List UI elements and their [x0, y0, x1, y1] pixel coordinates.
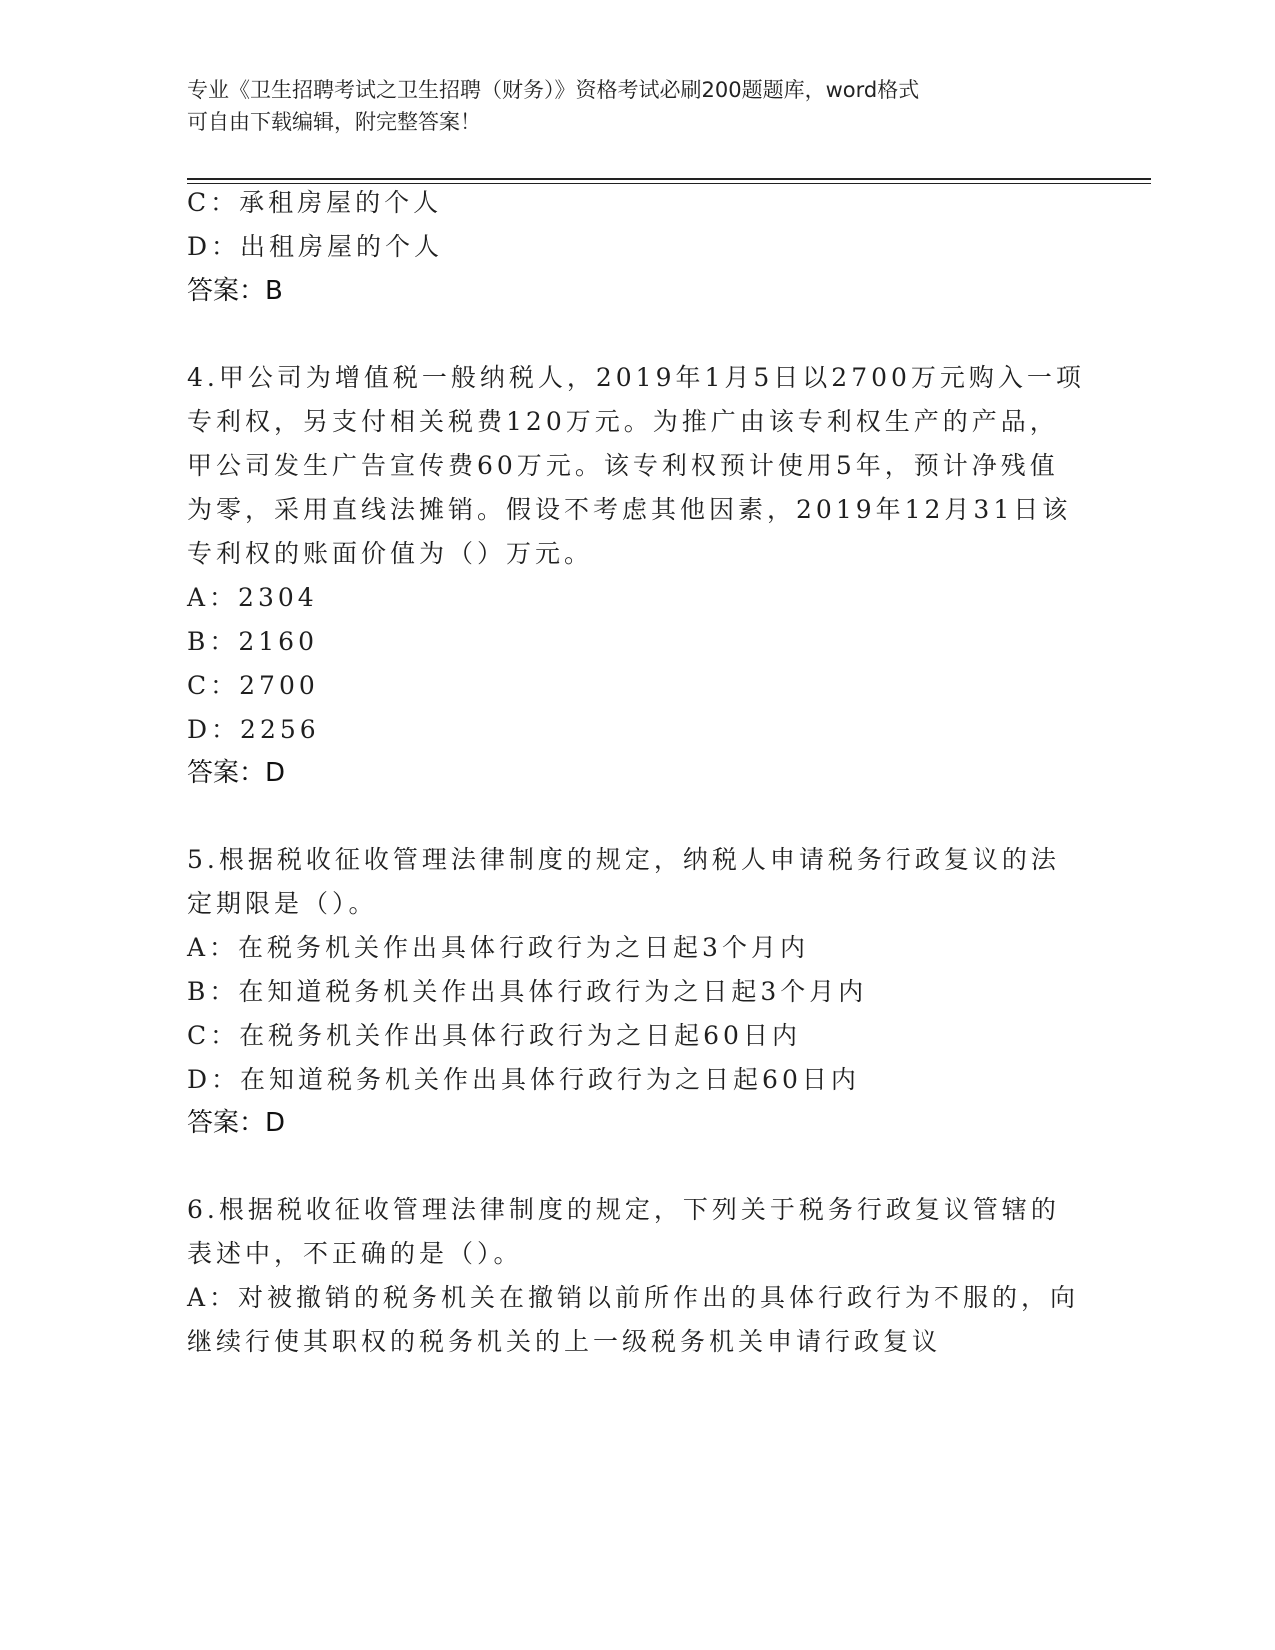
q6-stem-line-1: 6.根据税收征收管理法律制度的规定，下列关于税务行政复议管辖的 [187, 1195, 1060, 1224]
q4-option-b: B：2160 [187, 627, 318, 656]
q6-option-a-line-2: 继续行使其职权的税务机关的上一级税务机关申请行政复议 [187, 1327, 942, 1356]
q6-stem-line-2: 表述中，不正确的是（）。 [187, 1239, 523, 1268]
q3-option-c: C：承租房屋的个人 [187, 188, 443, 217]
q4-option-a: A：2304 [187, 583, 318, 612]
q4-stem-line-4: 为零，采用直线法摊销。假设不考虑其他因素，2019年12月31日该 [187, 495, 1072, 524]
page-header [187, 74, 1087, 138]
q5-stem-line-2: 定期限是（）。 [187, 889, 378, 918]
q6-option-a-line-1: A：对被撤销的税务机关在撤销以前所作出的具体行政行为不服的，向 [187, 1283, 1080, 1312]
q3-option-d: D：出租房屋的个人 [187, 232, 444, 261]
q5-option-d: D：在知道税务机关作出具体行政行为之日起60日内 [187, 1065, 860, 1094]
q4-option-d: D：2256 [187, 715, 320, 744]
q4-stem-line-3: 甲公司发生广告宣传费60万元。该专利权预计使用5年，预计净残值 [187, 451, 1059, 480]
q3-answer: 答案：B [187, 276, 283, 306]
q4-stem-line-1: 4.甲公司为增值税一般纳税人，2019年1月5日以2700万元购入一项 [187, 363, 1085, 392]
q5-stem-line-1: 5.根据税收征收管理法律制度的规定，纳税人申请税务行政复议的法 [187, 845, 1060, 874]
q4-stem-line-2: 专利权，另支付相关税费120万元。为推广由该专利权生产的产品， [187, 407, 1059, 436]
q4-stem-line-5: 专利权的账面价值为（）万元。 [187, 539, 594, 568]
q4-answer: 答案：D [187, 758, 286, 788]
q5-option-a: A：在税务机关作出具体行政行为之日起3个月内 [187, 933, 809, 962]
header-line-2: 可自由下载编辑，附完整答案！ [187, 110, 481, 134]
q5-option-b: B：在知道税务机关作出具体行政行为之日起3个月内 [187, 977, 868, 1006]
header-line-1: 专业《卫生招聘考试之卫生招聘（财务）》资格考试必刷200题题库，word格式 [187, 78, 920, 102]
q5-answer: 答案：D [187, 1108, 286, 1138]
q4-option-c: C：2700 [187, 671, 319, 700]
q5-option-c: C：在税务机关作出具体行政行为之日起60日内 [187, 1021, 801, 1050]
